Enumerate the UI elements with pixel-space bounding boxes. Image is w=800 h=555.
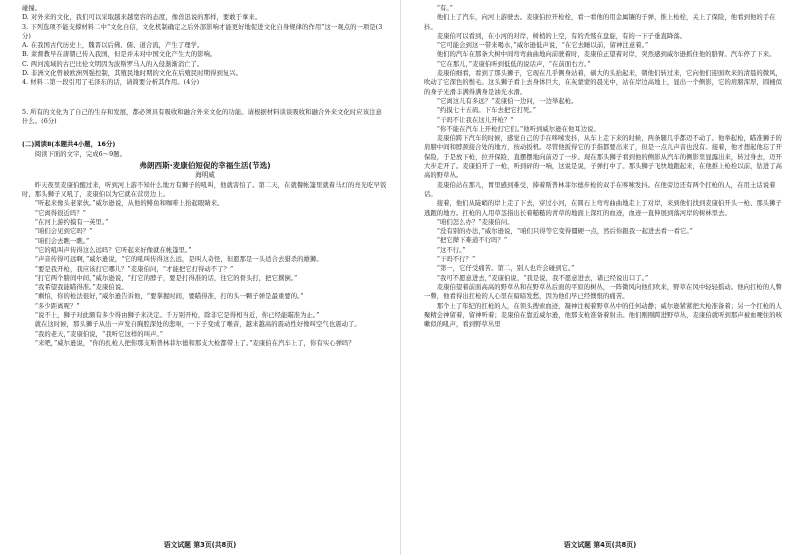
paragraph: “你不能在汽车上开枪打它们。”他听到威尔逊在他耳边说。 xyxy=(436,125,600,133)
passage-title: 弗朗西斯·麦康伯短促的幸福生活(节选) xyxy=(139,160,271,170)
question-5: 5. 所有的文化为了自己的生存和发展，都必须具有吸收和融合外来文化的功能。请根据材料谈谈吸收和融合外来文化时应该注意什么。(6分) xyxy=(22,108,382,125)
page-footer: 语文试题 第4页(共8页) xyxy=(563,541,637,549)
paragraph: “来吧，”威尔逊说，“你的扎枪人把你那支斯普林菲尔德和那支大枪都带上了。”麦康伯在汽车上了，你有实心弹吗？ xyxy=(34,339,355,347)
paragraph: “这不行。” xyxy=(436,246,466,254)
paragraph: “它离得很近吗？” xyxy=(34,209,87,217)
option-c: C. 两河流域的古巴比伦文明因为波斯罗马人的入侵渐渐消亡了。 xyxy=(22,60,204,68)
paragraph: “说不上，狮子对此颇有多少得由狮子来决定。千万别开枪，除非它是得相当近，你已经能瞄准为止。” xyxy=(34,312,320,320)
right-page xyxy=(400,0,800,555)
paragraph: “干吗不让我在这儿开枪？” xyxy=(436,116,514,124)
paragraph: “有。” xyxy=(436,5,453,12)
paragraph: 就在这时候，那头狮子从出一声发自胸腔深处的悲呕，一下子变成了喉音，越来越高的震动性好像叫空气也震动了。 xyxy=(34,321,361,329)
paragraph: “把它撵下难道不行吗？” xyxy=(436,237,508,245)
paragraph: 那个上了年纪的扛枪的人，在领头搜索血迹，凝神注视着野草丛中的任何动静；威尔逊紧紧把大枪准备着；另一个扛枪的人聚精会神留着，留神听着；麦康伯在靠近威尔逊，他那支枪准备着射击。他们刚刚跨进野草丛，麦康伯就听到那声被血哽住的咳嗽似的吼声，看到野草丛里 xyxy=(424,302,783,329)
reading-instruction: 阅读下面的文字，完成6～9题。 xyxy=(34,150,126,158)
paragraph: “约摸七十五码。下车去把它打死。” xyxy=(436,107,537,115)
paragraph: “剩怕，你的枪法很好，”威尔逊告诉他，“要掌握时间，要瞄得准，打的头一颗子弹是最重要的。” xyxy=(34,293,304,301)
paragraph: “咱们会去瞧一瞧。” xyxy=(34,237,90,245)
paragraph: “咱们怎么办？”麦康伯问。 xyxy=(436,218,514,226)
question-3: 3. 下列选项不能支撑材料二中“文化自信，文化机制确定之后外部影响才能更好地促进文化自身规律的作用”这一观点的一项是(3分) xyxy=(22,23,383,40)
paragraph: “要是我开枪，我应该打它哪儿？”麦康伯问，“才能把它打得动不了？” xyxy=(34,265,234,273)
paragraph: “它的吼叫声传得这么远吗？它听起来好像就在帐篷里。” xyxy=(34,246,192,254)
paragraph: “声音传得可远啊，”威尔逊说，“它的吼叫传得这么远，是叫人奇怪，但愿那是一头适合去猎杀的雄狮。 xyxy=(34,256,323,264)
paragraph: 麦康伯望着前面高高的野草丛和在野草丛后面的平原的树丛，一阵微风向他们吹来，野草在风中轻轻摇动。他向扛枪的人瞥一瞥，他看得出扛枪的人心里在暗暗发愁，因为他们早已经懊恨的痛苦。 xyxy=(424,283,782,301)
paragraph: “我的老天，”麦康伯说，“我听它这样的叫声。” xyxy=(34,330,163,338)
paragraph: “我可不愿意进去，”麦康伯说，“我是说，我不愿意进去，诸已经说出口了。” xyxy=(436,274,649,282)
paragraph: “它离这儿有多远？”麦康伯一边问，一边举起枪。 xyxy=(436,97,578,105)
paragraph: “第一，它仔受痛苦。第二，别人也许会碰到它。” xyxy=(436,265,575,273)
paragraph: 接着，他们从陡峭的岸上走了下去，穿过小河，在圆石上弯弯曲曲地走上了对岸，来到他们找到麦康伯开头一枪、那头狮子逃跑的地方。扛枪的人用草茎指出长着糙糙的青草的地面上深红的血迹，血迹一直伸展到落河岸的树林里去。 xyxy=(424,200,782,217)
paragraph: 昨天夜里麦康伯醒过来，听到河上游不知什么地方有狮子的吼叫，他就害怕了。第二天，在就餐帐篷里就着马灯的亮光吃早饭时，那头狮子又吼了，麦康伯以为它就在营房边上。 xyxy=(22,181,387,199)
paragraph: 麦康伯细看，看到了那头狮子，它现在几乎侧身站着，硕大的头抬起来，朝他们转过来，它向他们迎面吹来的清晨的微风，吹动了它深色的鬃毛。这头狮子看上去身体巨大，在灰蒙蒙的晨光中，站在岸边高地上，显出一个侧影，它的肩膀浑厚，圆桶似的身子光滑丰满得满身是油光水滑。 xyxy=(424,70,783,96)
paragraph: “没有别的办法，”威尔逊说，“咱们只得等它变得僵硬一点，然后你跟我一起进去看一看它。” xyxy=(436,228,693,236)
paragraph: “听起来像头老家伙。”威尔逊说，从他的鲱鱼和咖啡上抬起眼睛来。 xyxy=(34,200,224,208)
option-d2: D. 非洲文化曾被欧洲列强控制，其殖民地时期的文化在后殖民时期得到复兴。 xyxy=(22,70,243,78)
paragraph: “在河上游约摸有一英里。” xyxy=(34,219,109,227)
question-4: 4. 材料二第一段引用了毛泽东的话，请简要分析其作用。(4分) xyxy=(22,79,200,87)
page-footer: 语文试题 第3页(共8页) xyxy=(163,541,237,549)
option-b: B. 莱督教早在唐朝已传入我国，但是并未对中国文化产生大的影响。 xyxy=(22,51,217,59)
paragraph: 他们上了汽车，向河上游驶去。麦康伯拉开枪栓，看一看他的用金属镶的子弹，推上枪栓，关上了保险，他看到他的手在抖。 xyxy=(424,14,776,31)
section-heading: (二)阅读Ⅱ(本题共4小题，16分) xyxy=(22,141,116,149)
paragraph: “多少距离呢？” xyxy=(34,302,80,310)
paragraph: 麦康伯跨下汽车的时候，感觉自己的手在哆嗦发抖，从车上走下来的时候，两条腿几乎都迈不动了。他举起枪，瞄准狮子的肩膀中间和脖颈接合处的地方，按动扳机。尽管他扳得它的手指都要出来了，但是一点儿声音也没有。接着，他才想起他忘了开保险，于是放下枪，拉开保险，直摆摆地向前迈了一步。现在那头狮子看到他的侧影从汽车的侧影里显露出来，转过身去，迈开大步走开了。麦康伯开了一枪，听到砰的一响，这说是说，子弹打中了。那头狮子飞快地跑起来，在他推上枪栓以前，钻进了高高的野草丛。 xyxy=(424,135,783,180)
passage-author: 海明威 xyxy=(195,170,215,179)
paragraph: 麦康伯可以看到，在小河的对岸，树梢的上空，有的秃鹫在盘旋，有的一下子垂直降落。 xyxy=(436,32,687,40)
paragraph: “它可能会到这一带来喝水，”威尔逊低声说，“在它去睡以前，留神注意着。” xyxy=(436,42,649,50)
paragraph: “它在那儿，”麦康伯听到低低的说话声，“在前面右方。” xyxy=(436,60,591,68)
text-line: 碰撞。 xyxy=(22,5,42,12)
paragraph: 麦康伯站在那儿，胃里感到难受，捧着斯普林菲尔德步枪的双手在哆嗦发抖。在他旁边还有两个扛枪的人，在用土话说着话。 xyxy=(424,181,776,198)
paragraph: “我希望我能瞄得准。”麦康伯说。 xyxy=(34,284,128,292)
option-d: D. 对外来的文化，我们可以采取越来越宽容的态度，像兽迅说的那样，要敢于拿来。 xyxy=(22,14,262,22)
paragraph: “干吗不行？” xyxy=(436,256,476,264)
paragraph: 他们的汽车在那条大树中间弯弯曲曲地向前驶着时，麦康伯正望着对岸，突然感到威尔逊抓住他的胳臂。汽车停了下来。 xyxy=(436,51,776,59)
option-a: A. 在我国古代历史上，魏晋以后佛、儒、道合流，产生了理学。 xyxy=(22,42,204,50)
paragraph: “打它两个膀间中间，”威尔逊说，“打它的脖子，要是打得准的话，往它的骨头打，把它撂倒。” xyxy=(34,274,298,282)
paragraph: “咱们会见到它吗？” xyxy=(34,228,93,236)
